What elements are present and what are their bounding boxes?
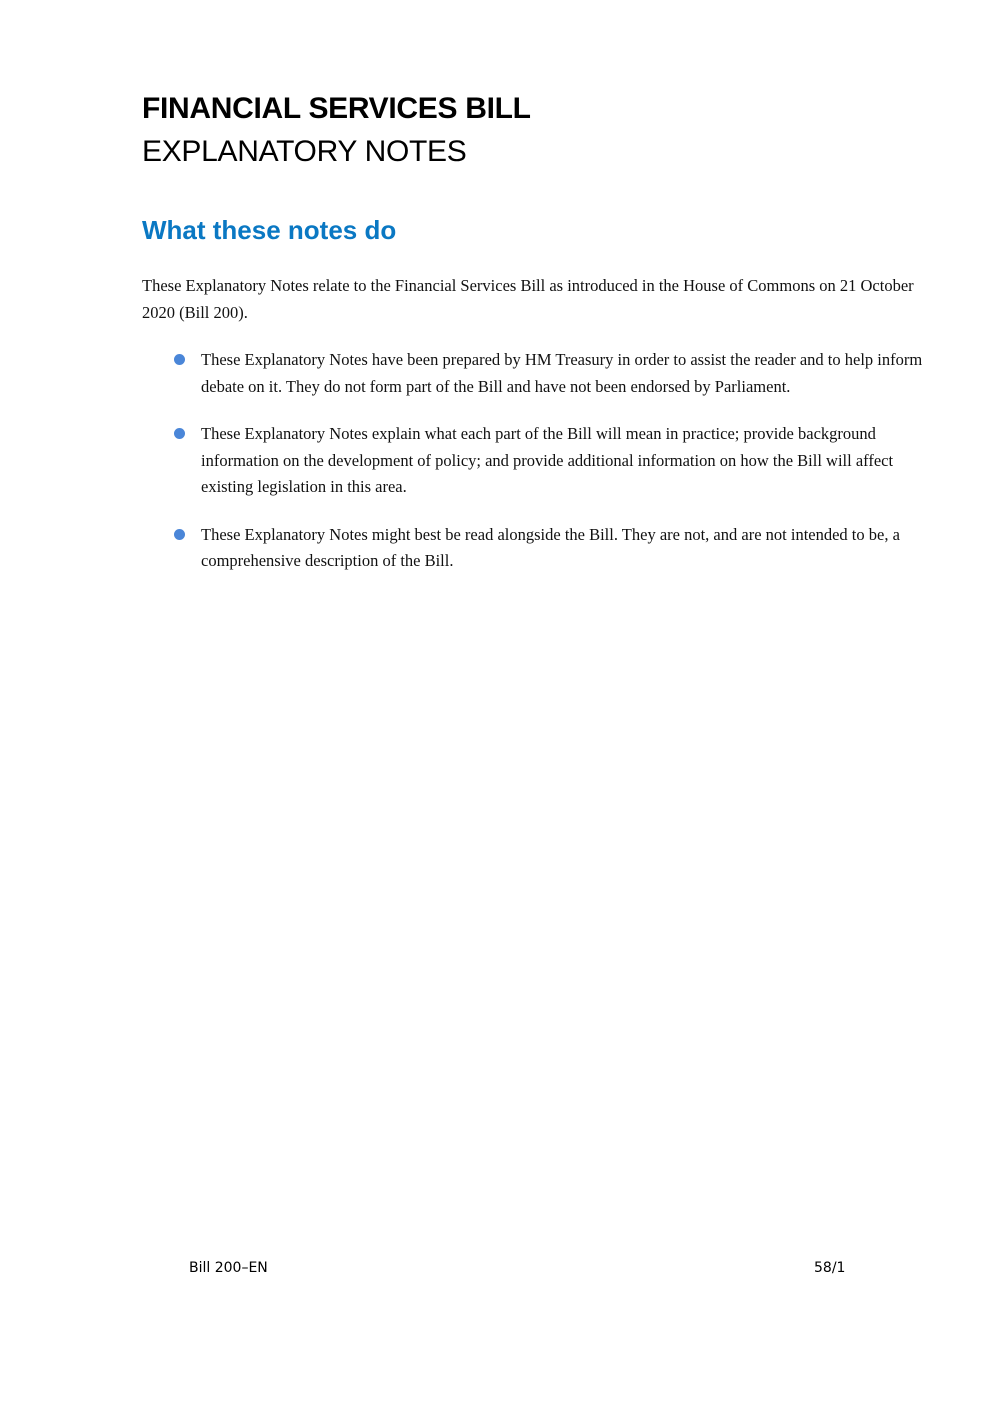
document-title: FINANCIAL SERVICES BILL bbox=[142, 92, 531, 125]
document-subtitle: EXPLANATORY NOTES bbox=[142, 135, 467, 168]
list-item bbox=[172, 347, 932, 400]
footer-page-ref: 58/1 bbox=[814, 1260, 846, 1276]
list-item-text: These Explanatory Notes explain what each part of the Bill will mean in practice; provide background information on the development of policy; and provide additional information on how the Bill will affect existing legislation in this area. bbox=[201, 424, 894, 496]
list-item bbox=[172, 522, 932, 575]
list-item-text: These Explanatory Notes might best be read alongside the Bill. They are not, and are not intended to be, a comprehensive description of the Bill. bbox=[201, 524, 900, 570]
footer-bill-number: Bill 200–EN bbox=[189, 1260, 268, 1276]
list-item bbox=[172, 421, 932, 501]
section-heading: What these notes do bbox=[142, 215, 397, 245]
bullet-list bbox=[172, 347, 932, 596]
bullet-icon bbox=[174, 354, 185, 365]
intro-paragraph: These Explanatory Notes relate to the Financial Services Bill as introduced in the House of Commons on 21 October 2020 (Bill 200). bbox=[142, 276, 914, 322]
list-item-text: These Explanatory Notes have been prepared by HM Treasury in order to assist the reader and to help inform debate on it. They do not form part of the Bill and have not been endorsed by Parliament. bbox=[201, 350, 923, 396]
bullet-icon bbox=[174, 428, 185, 439]
bullet-icon bbox=[174, 529, 185, 540]
